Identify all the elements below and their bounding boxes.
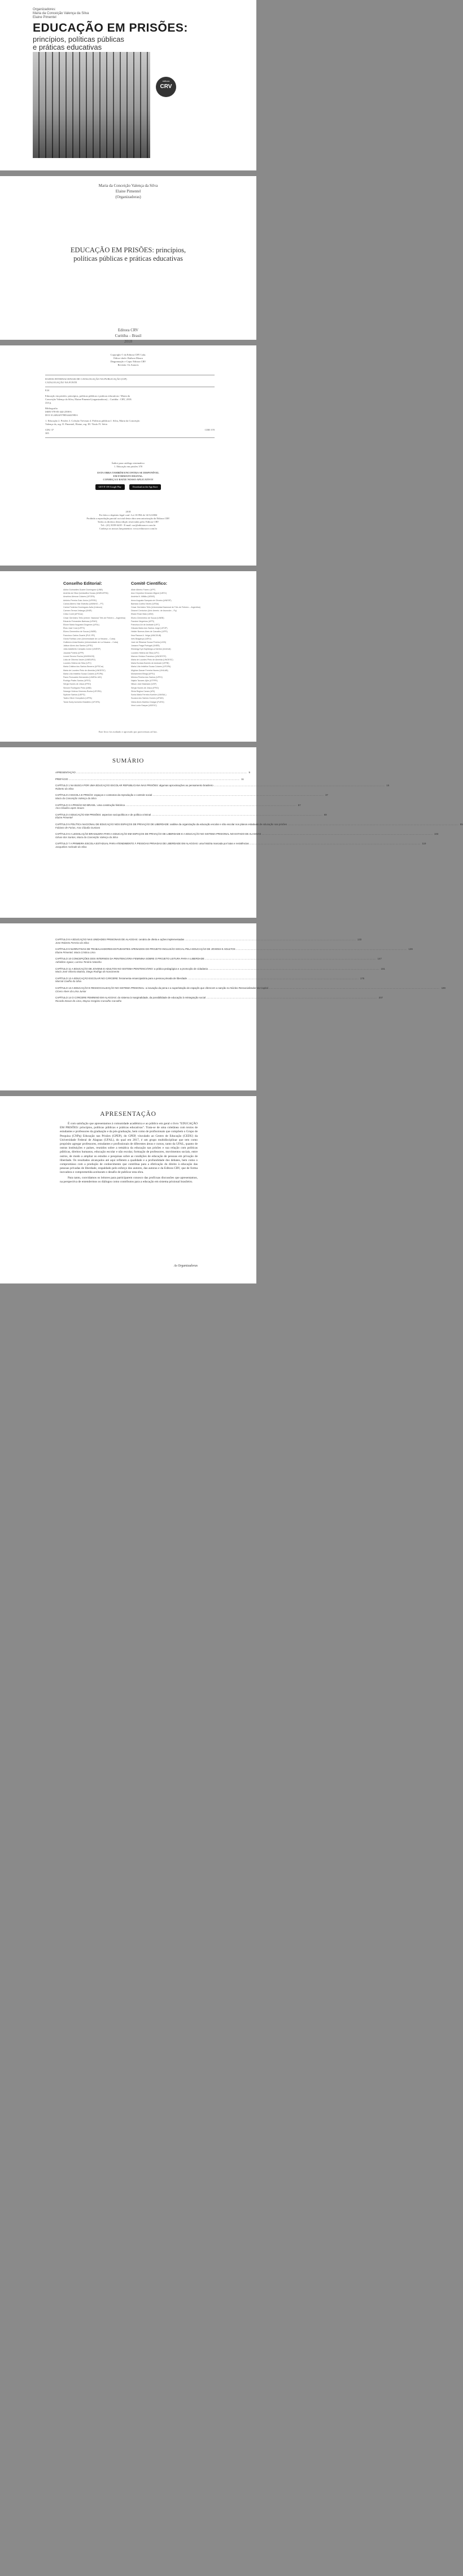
board-member: Anna Augusta Sampaio de Oliveira (UNESP) [131,599,172,602]
board-member: Fauston Negreiros (UFPI) [131,620,155,623]
scientific-committee-heading: Comitê Científico: [131,581,168,586]
cdu: CDU 37 [45,428,54,431]
catalog-page [0,345,256,566]
organizers-label: Organizadores: [33,8,56,11]
table-of-contents-page-2 [0,923,445,1090]
toc-entry-title: CAPÍTULO 9 NARRATIVAS DE TRABALHADORES-ESTUDANTES-APENADOS DO PROJETO INCLUSÃO SOCIAL PELA EDUCAÇÃO DE JOVENS E ADULTOS ..... [55,948,407,951]
toc-page-number: 15 [386,784,390,787]
toc-entry-author: Roberto da Silva [55,787,74,790]
board-member: Maria Lília Imbiriba Sousa Colares (UFOPA) [131,665,171,668]
toc-page-number: 9 [248,771,250,774]
board-member: Anselmo Alencar Colares (UFOPA) [63,595,95,598]
board-member: Cesar Gerônimo Tello (Univer. Nacional Três de Febrero – Argentina) [63,616,125,619]
publication-year: 2018 [125,510,131,513]
book-title: EDUCAÇÃO EM PRISÕES: [33,21,188,34]
toc-entry[interactable] [55,777,244,781]
toc-page-number: 119 [422,842,426,845]
publication-year: 2018 [124,339,132,344]
board-member: Antônio Pereira Gaio Júnior (UFRRJ) [63,599,97,602]
board-member: Jailson Alves dos Santos (UFRJ) [63,645,93,647]
toc-entry-author: Ana Cláudia Lopes Souza [55,807,84,810]
toc-entry-author: Maria José Oliveira Batista, Diego Rodrigo do Nascimento [55,970,120,974]
publisher-logo-icon [156,77,176,97]
cip-biblio: Bibliografia [45,407,58,410]
toc-entry-title: CAPÍTULO 12 A EDUCAÇÃO ESCOLAR NO CÁRCERE: ferramenta emancipatória para a pessoa privada de liberdade ..... [55,977,359,980]
board-member: Josania Portela (UFPI) [63,651,84,654]
toc-entry-author: Marcial Coelho da Silva [55,980,82,983]
toc-entry-title: CAPÍTULO 2 ESCOLA E PRISÃO: espaços e contextos da reprodução e controle social ..... [55,794,324,797]
logo-text: CRV [160,84,172,90]
toc-entry-author: Jose Roberto Ferreira da Silva [55,941,89,944]
board-member: Silvia Regina Canan (URI) [131,690,155,693]
board-member: Paulo Romualdo Hernandes (UNIFAL-MG) [63,676,102,679]
toc-entry-title: CAPÍTULO 5 POLÍTICA NACIONAL DE EDUCAÇÃO NOS ESPAÇOS DE PRIVAÇÃO DE LIBERDADE: análise da organização da educação escolar e não escolar nos planos estaduais de educação nas prisões ..... [55,823,458,826]
legal-note: Tel.: (41) 3039-6418 - E-mail: sac@editoracrv.com.br [101,524,156,527]
editorial-board-list [63,588,126,704]
toc-title: SUMÁRIO [112,757,145,764]
toc-entry-title: CAPÍTULO 8 A EDUCAÇÃO NAS UNIDADES PRISIONAIS DE ALAGOAS: cenário de oferta e ações implementadas ..... [55,938,356,941]
cip-subjects: 1. Educação 2. Prisões 3. Coleção Trevisan 4. Políticas públicas I. Silva, Maria da Conceição [45,419,140,422]
copyright: Copyright © da Editora CRV Ltda. [110,353,146,356]
toc-entry[interactable] [55,957,382,963]
toc-entry[interactable] [55,986,445,993]
toc-entry-title: CAPÍTULO 4 EDUCAÇÃO EM PRISÕES: aspectos sociopolíticos e de política criminal ..... [55,813,322,817]
toc-entry-title: CAPÍTULO 13 A EDUCAÇÃO E RESSOCIALIZAÇÃO NO SISTEMA PRISIONAL: a inovação da pena e a superlotação de espaçõs que oferecem a sanção no Núcleo Ressocializador da Capital ..... [55,987,440,990]
toc-entry[interactable] [55,948,413,954]
toc-page-number: 57 [298,803,301,807]
toc-page-number: 85 [460,822,463,826]
board-member: Lourdes Helena da Silva (UFV) [63,662,91,665]
toc-entry[interactable] [55,813,327,820]
publisher: Editora CRV [117,328,139,332]
board-member: Vânia Alves Martins Chaigar (FURG) [131,700,164,703]
toc-entry-author: Elaine Pimentel [55,816,73,820]
board-member: Elizeu Clementino de Souza (UNEB) [63,630,97,633]
toc-page-number: 139 [408,948,413,951]
board-member: Cesar Gerônimo Tello (Universidad Nacional de Três de Febrero – Argentina) [131,606,200,609]
cdd: CDD 370 [204,428,215,431]
board-member: João Adalberto Campato Junior (UNESP) [63,648,101,651]
board-member: Mônica Pereira dos Santos (UFRJ) [131,676,163,679]
cip-entry: 224 p. [45,401,52,404]
board-member: Lourdes Helena da Silva (UFV) [131,651,159,654]
toc-entry[interactable] [55,833,439,839]
ebook-notice: EM FORMATO DIGITAL. [113,475,143,477]
organizer-name: Maria da Conceição Valença da Silva [33,12,89,15]
board-member: Tania Suely Azevedo Brasileiro (UFOPA) [63,700,100,703]
board-member: Marcos Vinicius Francisco (UNOESTE) [131,655,167,658]
paragraph: Para tanto, convidamos os leitores para participarem conosco das profícuas discussões que apresentamos, na perspectiva de entendermos os diálogos como contributos para a educação em sistema prisional brasileiro. [60,1176,198,1184]
revision-credit: Revisão: Os Autores [117,363,139,366]
presentation-body [60,1122,198,1185]
toc-entry-author: Fabiano de Farias, Ana Cláudia Gustavo [55,826,101,829]
board-member: Élsio José Corá (UFFS) [63,627,85,630]
toc-entry-author: Adrieliton Aguiar, Larissa Tenório Natasha [55,960,102,963]
cdd: 305 [45,432,49,435]
toc-entry[interactable] [55,794,328,800]
board-member: Ana Chrystina Venancio Mignot (UERJ) [131,592,167,595]
signature: As Organizadoras [173,1264,198,1268]
toc-entry[interactable] [55,822,463,829]
toc-entry-title: CAPÍTULO 6 A LEGISLAÇÃO BRASILEIRA PARA A EDUCAÇÃO EM ESPAÇOS DE PRIVAÇÃO DE LIBERDADE E A EDUCAÇÃO NO SISTEMA PRISIONAL NO ESTADO DE ALAGOAS ..... [55,833,433,836]
board-member: Elione Maria Nogueira Diogenes (UFAL) [63,624,100,627]
toc-page-number: 103 [434,833,439,836]
cip-subjects: Valença da, org. II. Pimentel, Elaine, org. III. Título IV. Série. [45,423,108,426]
toc-entry-title: CAPÍTULO 1 NA BUSCA POR UMA EDUCAÇÃO ESCOLAR REPUBLICANA NAS PRISÕES: algumas aproximações ao pensamento brasileiro ..... [55,784,385,787]
board-member: Altair Alberto Fávero (UPF) [131,589,156,591]
editorial-board-page [0,571,256,742]
index-line: 1. Educação em prisões 370 [113,465,143,468]
app-store-badge[interactable]: Download on the App Store [129,484,161,490]
doi: DOI 10.24824/978854442598.6 [45,414,78,417]
board-member: Carmen Tereza Velanga (UNIR) [63,610,92,612]
board-member: Helder Buenos Aires de Carvalho (UFPI) [131,630,168,633]
toc-page-number: 37 [325,794,328,797]
board-member: Andréia N. Militão (UEMS) [131,595,155,598]
board-member: Sonia Maria Ferreira Koehler (UNISAL) [131,694,167,696]
cip-entry: Conceição Valença da Silva, Elaine Pimentel (organizadoras) – Curitiba : CRV, 2018. [45,398,132,401]
editor-chief: Editor-chefe: Railson Moura [113,357,143,360]
toc-entry-author: Gilvan dos Santos, Maria da Conceição Valença da Silva [55,835,118,839]
google-play-badge[interactable]: GET IT ON Google Play [95,484,125,490]
ebook-notice: CONHEÇA E BAIXE NOSSO APLICATIVO! [103,478,154,481]
cip-code: E24 [45,389,50,392]
peer-review-note: Este livro foi avaliado e aprovado por pareceristas ad hoc. [98,730,158,733]
board-member: Eduardo Fernandes Barbosa (UFMG) [63,620,98,623]
title-page [0,176,256,344]
organizer-name: Maria da Conceição Valença da Silva [98,183,158,188]
toc-list [55,938,445,1006]
board-member: Guillermo Arias Beatón (Universidade de La Havana – Cuba) [63,641,119,644]
toc-page-number: 175 [360,976,365,980]
toc-entry-title: CAPÍTULO 7 A PRIMEIRA ESCOLA ESTADUAL PARA ATENDIMENTO À PESSOAS PRIVADAS DE LIBERDADE EM ALAGOAS: uma história marcada por lutas e resistências ..... [55,842,421,845]
board-member: Sérgio Nunes de Jesus (IFRO) [63,683,91,686]
board-member: Maria Eurácia Barreto de Andrade (UFRB) [131,662,169,665]
toc-entry[interactable] [55,996,383,1002]
toc-entry[interactable] [55,967,385,974]
board-member: Míghian Danae Ferreira Nunes (UNILAB) [131,669,168,672]
legal-note: Conheça os nossos lançamentos: www.editoracrv.com.br [99,527,158,530]
board-member: Diosnel Centurion (Univ Americ. de Asunción – Py) [131,610,177,612]
board-member: Aldira Guimarães Duarte Domínguez (UNB) [63,589,103,591]
board-member: Celso Conti (UFSCar) [63,613,83,616]
board-member: Andréia da Silva Quintanilha Sousa (UNIR/UFRN) [63,592,108,595]
toc-list [55,771,463,852]
presentation-title: APRESENTAÇÃO [100,1111,156,1118]
cover-photo [33,52,150,158]
board-member: Vera Lucia Gaspar (UDESC) [131,704,157,707]
toc-entry-title: CAPÍTULO 14 O CÁRCERE FEMININO EM ALAGOAS: do sistema à marginalidade, da possibilidade de educação à reintegração social ..... [55,996,377,1000]
board-member: Suzana dos Santos Gomes (UFMG) [131,697,164,700]
board-member: Carlos Federico Dominguez Avila (Unieuro) [63,606,103,609]
board-member: Simone Rodrigues Pinto (UNB) [63,686,91,689]
board-member: Ilma Passos A. Veiga (UNICEUB) [131,634,161,637]
toc-entry-title: APRESENTAÇÃO ..... [55,771,247,774]
book-title: EDUCAÇÃO EM PRISÕES: princípios, [70,246,186,254]
toc-entry[interactable] [55,771,250,774]
isbn: ISBN 978-85-444-2598-6 [45,410,72,413]
scientific-committee-list [131,588,200,707]
board-member: Najela Tavares Ujiie (UTFPR) [131,680,158,682]
toc-page-number: 147 [377,957,382,961]
board-member: Nilson José Machado (USP) [131,683,157,686]
toc-entry[interactable] [55,784,390,790]
board-member: Gláucia Maria dos Santos Jorge (UFOP) [131,627,168,630]
board-member: Maria Cristina dos Santos Bezerra (UFSCar) [63,665,104,668]
board-member: Sérgio Nunes de Jesus (IFRO) [131,686,159,689]
toc-entry[interactable] [55,803,301,810]
organizer-name: Elaine Pimentel [33,16,56,19]
organizer-name: Elaine Pimentel [115,189,141,194]
toc-page-number: 69 [324,813,327,816]
legal-note: Todos os direitos desta edição reservados pela: Editora CRV [97,520,159,523]
toc-entry-title: CAPÍTULO 10 CONCEPÇÕES DOS INTERNOS DA PENITENCIÁRIA FEMININA SOBRE O PROJETO LEITURA PARA A LIBERDADE ..... [55,957,376,961]
toc-entry-title: PREFÁCIO ..... [55,778,239,781]
board-member: Maria de Lourdes Pinto de Almeida (UNOESC) [131,659,173,661]
board-member: Solange Helena Ximenes-Rocha (UFOPA) [63,690,102,693]
board-member: Mohammed Elhajji (UFRJ) [131,672,155,675]
book-title: políticas públicas e práticas educativas [73,255,183,262]
cip-box [45,375,215,438]
organizer-role: (Organizadoras) [115,195,141,199]
cip-header: CATALOGAÇÃO NA FONTE [45,381,77,384]
toc-entry[interactable] [55,976,365,983]
design-credit: Diagramação e Capa: Editora CRV [110,360,146,363]
logo-label: editora [162,80,170,82]
board-member: Francisco Ari de Andrade (UFC) [131,624,160,627]
ebook-notice: ESTA OBRA TAMBÉM ENCONTRA-SE DISPONÍVEL [97,471,159,474]
presentation-page [0,1096,256,1283]
toc-entry-author: Maria da Conceição Valença da Silva [55,796,97,800]
table-of-contents-page [0,747,463,918]
board-member: Maria Lília Imbiriba Sousa Colares (UFOPA) [63,672,103,675]
publisher-city: Curitiba – Brasil [115,334,142,338]
board-member: Lídia de Oliveira Xavier (UNIEURO) [63,659,96,661]
cip-header: DADOS INTERNACIONAIS DE CATALOGAÇÃO NA PUBLICAÇÃO (CIP) [45,378,127,380]
board-member: Rodrigo Pratte-Santos (UFES) [63,680,91,682]
toc-entry-author: Cícero Alves da Lima Junior [55,989,86,993]
board-member: Tadeu Oliver Gonçalves (UFPA) [63,697,92,700]
board-member: Francisco Carlos Duarte (PUC-PR) [63,634,95,637]
board-member: Jussara Fraga Portugal (UNEB) [131,645,160,647]
toc-page-number: 207 [378,996,383,1000]
toc-page-number: 161 [381,967,385,970]
toc-entry-title: CAPÍTULO 11 A EDUCAÇÃO DE JOVENS E ADULTOS NO SISTEMA PENITENCIÁRIO: a prática pedagógica e a promoção de cidadania ..... [55,967,379,971]
book-subtitle: e práticas educativas [33,43,102,51]
board-member: Sydione Santos (UEPG) [63,694,85,696]
toc-page-number: 189 [441,986,445,989]
toc-entry-author: Ricardo Dosan de Lima, Maysa Gregório Carvalho Carvalho [55,999,122,1002]
board-member: Eliane Rose Maio (UEM) [131,613,154,616]
board-member: Leonel Severo Rocha (UNISINOS) [63,655,95,658]
toc-entry-author: Elaine Pimentel, Maria Cristina Lima [55,950,95,954]
toc-page-number: 133 [357,938,362,941]
board-member: Elizeu Clementino de Souza (UNEB) [131,616,164,619]
toc-page-number: 11 [241,777,244,781]
toc-entry[interactable] [55,938,362,944]
index-header: Índice para catálogo sistemático [112,462,145,465]
board-member: Carlos Alberto Vilar Estêvão (UMINHO – PT) [63,602,104,605]
cip-entry: Educação em prisões: princípios, políticas públicas e práticas educativas / Maria da [45,395,130,397]
toc-entry-author: Jacqueline Andrade da Silva [55,845,87,848]
board-member: Inês Bragança (UERJ) [131,637,151,640]
board-member: Kilwangy Kya Kapitango-a-Samba (Unemat) [131,648,171,651]
board-member: Barbara Coelho Neves (UFBA) [131,602,159,605]
board-member: Maria de Lourdes Pinto de Almeida (UNOESC) [63,669,106,672]
paragraph: É com satisfação que apresentamos à comunidade acadêmica e ao público em geral o livro "EDUCAÇÃO EM PRISÕES: princípios, políticas públicas e práticas educativas". Trata-se de uma coletânea com textos de estudantes e professores da graduação e da pós-graduação, bem como de profissionais que compõem o Grupo de Pesquisa (CNPq) Educação nas Prisões (GPEP), do GPEP, vinculado ao Centro de Educação (CEDU) da Universidade Federal de Alagoas (UFAL), do qual em 2017, é um grupo multidisciplinar que tem como propósito agregar professores, estudantes e profissionais de diferentes áreas e cursos, tanto da UFAL, quanto de outras instituições e países, reunidos sobre a temática da educação nas prisões e sua relação com políticas públicas, direitos humanos, educação escolar e não escolar, formação de professores, movimentos sociais, entre outros, de modo a ampliar os estudos e pesquisas sobre as condições de educação de pessoas em privação de liberdade. Os resultados alcançados até aqui refletem a qualidade e a profundidade dos debates, bem como o compromisso com a produção de conhecimento que contribua para a efetivação do direito à educação das pessoas privadas de liberdade, respaldado pelo esforço dos autores, das autoras e da Editora CRV, que de forma inovadora e comprometida aceitaram o desafio de publicar esta obra. [60,1122,198,1175]
toc-entry[interactable] [55,842,426,848]
board-member: José de Ribamar Sousa Pereira (UCB) [131,641,166,644]
book-subtitle: princípios, políticas públicas [33,35,124,43]
editorial-board-heading: Conselho Editorial: [63,581,102,586]
cover-page [0,0,256,170]
legal-note: Proibida a reprodução parcial ou total desta obra sem autorização da Editora CRV [86,517,170,520]
toc-entry-title: CAPÍTULO 3 A PRISÃO NO BRASIL: uma construção histórica ..... [55,804,296,807]
board-member: Gloria Fariñas León (Universidade de La Havana – Cuba) [63,637,115,640]
legal-note: Foi feito o depósito legal conf. Lei 10.994 de 14/12/2004 [99,514,158,516]
